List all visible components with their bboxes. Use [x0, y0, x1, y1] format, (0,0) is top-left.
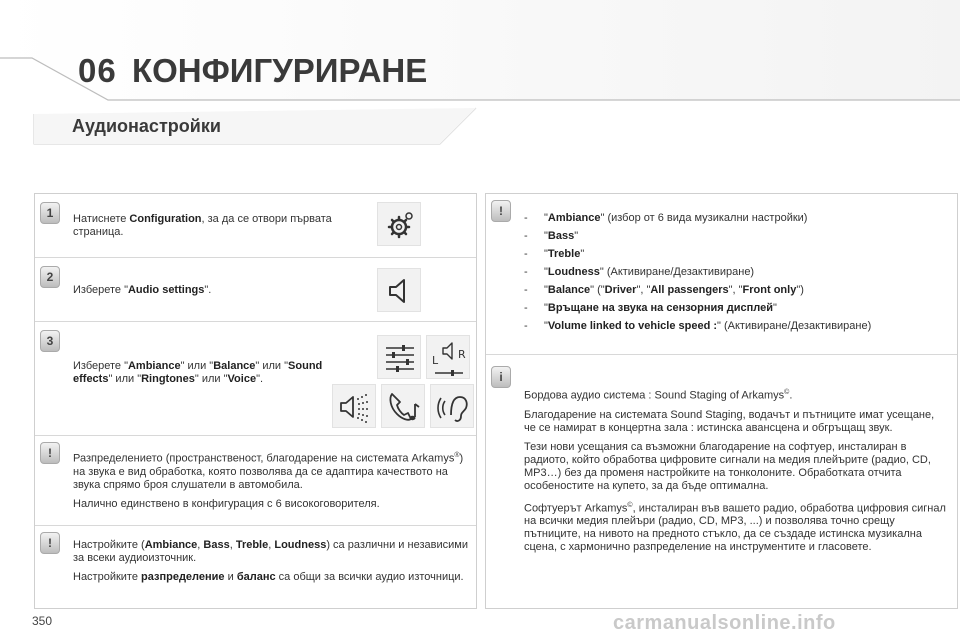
step-row-3 [35, 322, 476, 436]
warning-icon: ! [40, 442, 60, 464]
balance-right-label: R [458, 348, 466, 361]
chapter-header [0, 0, 960, 110]
list-item: - "Ambiance" (избор от 6 вида музикални настройки) [524, 212, 808, 224]
divider [486, 354, 957, 355]
watermark: carmanualsonline.info [613, 612, 836, 634]
page-number: 350 [32, 614, 53, 628]
list-item: - "Bass" [524, 230, 579, 242]
step-row-2 [35, 258, 476, 322]
warning-1-text: Разпределението (пространственост, благодарение на системата Arkamys®) на звука е вид обработка, която позволява да се адаптира качеството на звука спрямо броя слушатели в автомобила. Налично единствено в конфигурация с 6 високоговорителя. [73, 452, 464, 510]
step-3-text: Изберете "Ambiance" или "Balance" или "Sound effects" или "Ringtones" или "Voice". [73, 360, 323, 385]
warning-icon: ! [491, 200, 511, 222]
list-item: - "Treble" [524, 248, 585, 260]
voice-icon [430, 384, 474, 428]
step-badge-1: 1 [40, 202, 60, 224]
warning-row-2 [35, 526, 476, 608]
equalizer-icon [377, 335, 421, 379]
gear-icon [377, 202, 421, 246]
sound-effects-icon [332, 384, 376, 428]
details-panel [485, 193, 958, 609]
info-icon: i [491, 366, 511, 388]
step-2-text: Изберете "Audio settings". [73, 284, 212, 296]
step-badge-3: 3 [40, 330, 60, 352]
list-item: - "Loudness" (Активиране/Дезактивиране) [524, 266, 755, 278]
chapter-title: КОНФИГУРИРАНЕ [132, 52, 428, 89]
warning-row-1 [35, 436, 476, 526]
balance-icon [426, 335, 470, 379]
balance-left-label: L [432, 354, 439, 367]
info-text: Бордова аудио система : Sound Staging of Arkamys©. Благодарение на системата Sound Staging, водачът и пътниците имат усещане, че се намират в концертна зала : истинска авансцена и обгръщащ звук. Тези нови усещания са възможни благодарение на софтуер, инсталиран в радиото, който обработва цифровите сигнали на медия плейърите (радио, CD, MP3…) без да променя настройките на тонколоните. Обработката отчита особеностите на купето, за да бъде оптимална. Софтуерът Arkamys©, инсталиран във вашето радио, обработва цифровия сигнал на всички медия плейъри (радио, CD, MP3, ...) и позволява точно срещу пътниците, на нивото на предното стъкло, да се създаде истинска музикална сцена, с хармонично разпределение на инструментите и гласовете. [524, 389, 946, 554]
warning-icon: ! [40, 532, 60, 554]
section-title: Аудионастройки [72, 116, 221, 136]
warning-2-text: Настройките (Ambiance, Bass, Treble, Loudness) са различни и независими за всеки аудиоизточник. Настройките разпределение и баланс са общи за всички аудио източници. [73, 539, 468, 583]
step-1-text: Натиснете Configuration, за да се отвори първата страница. [73, 213, 332, 238]
list-item: - "Volume linked to vehicle speed :" (Активиране/Дезактивиране) [524, 320, 872, 332]
step-badge-2: 2 [40, 266, 60, 288]
ringtone-icon [381, 384, 425, 428]
list-item: - "Връщане на звука на сензорния дисплей" [524, 302, 777, 314]
step-row-1 [35, 194, 476, 258]
list-item: - "Balance" ("Driver", "All passengers", "Front only") [524, 284, 804, 296]
audio-options-list [516, 212, 946, 338]
speaker-icon [377, 268, 421, 312]
steps-panel [34, 193, 477, 609]
chapter-number: 06 [78, 52, 117, 89]
